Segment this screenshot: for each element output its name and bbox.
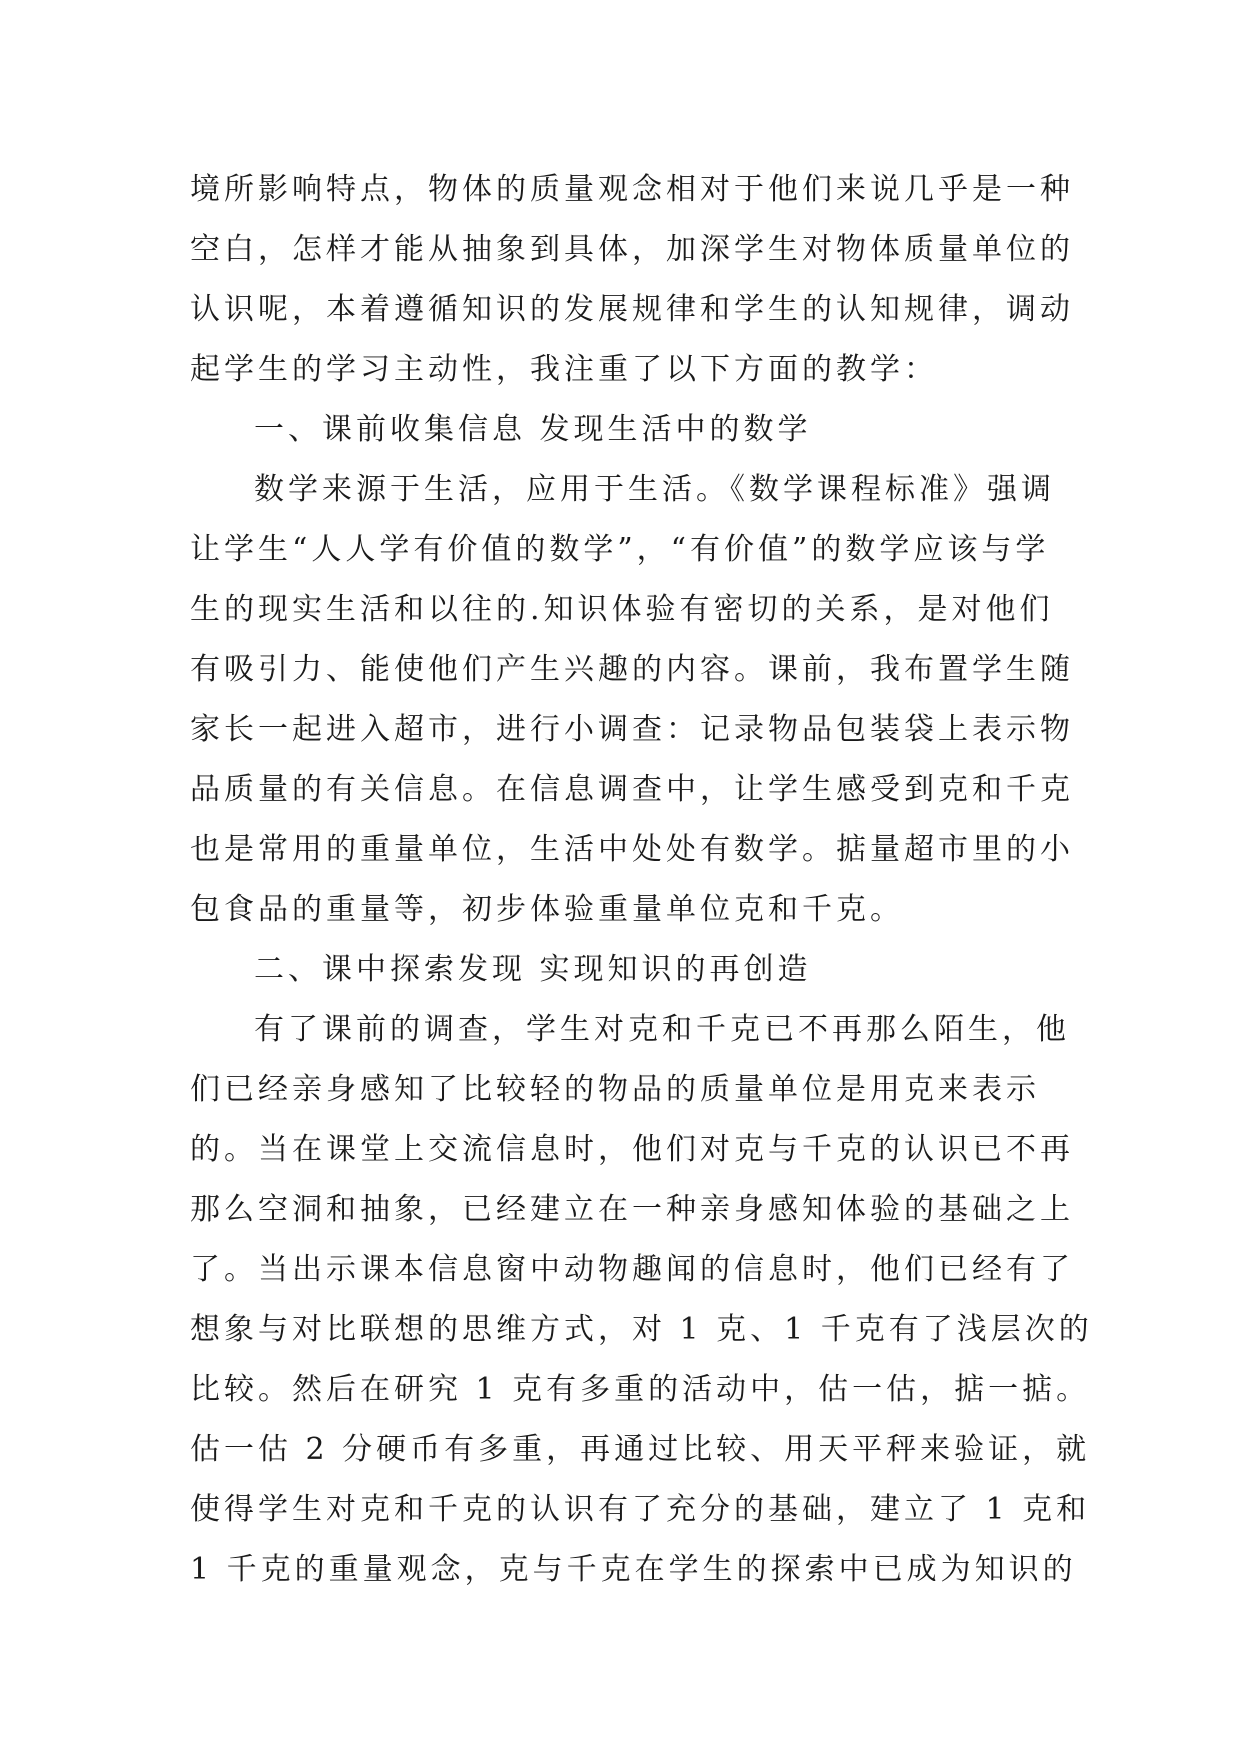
paragraph-line: 们已经亲身感知了比较轻的物品的质量单位是用克来表示: [190, 1072, 1040, 1107]
paragraph-line: 家长一起进入超市，进行小调查：记录物品包装袋上表示物: [190, 712, 1074, 747]
paragraph-line: 境所影响特点，物体的质量观念相对于他们来说几乎是一种: [190, 172, 1074, 207]
paragraph-line: 品质量的有关信息。在信息调查中，让学生感受到克和千克: [190, 772, 1074, 807]
paragraph-line: 也是常用的重量单位，生活中处处有数学。掂量超市里的小: [190, 832, 1074, 867]
paragraph-line: 空白，怎样才能从抽象到具体，加深学生对物体质量单位的: [190, 232, 1074, 267]
section-heading-2: 二、课中探索发现 实现知识的再创造: [254, 952, 812, 987]
paragraph-line: 想象与对比联想的思维方式，对 1 克、1 千克有了浅层次的: [190, 1312, 1093, 1347]
paragraph-line: 生的现实生活和以往的.知识体验有密切的关系，是对他们: [190, 592, 1054, 627]
paragraph-line: 起学生的学习主动性，我注重了以下方面的教学：: [190, 352, 938, 387]
paragraph-line: 数学来源于生活，应用于生活。《数学课程标准》强调: [254, 472, 1055, 507]
paragraph-line: 有吸引力、能使他们产生兴趣的内容。课前，我布置学生随: [190, 652, 1074, 687]
section-heading-1: 一、课前收集信息 发现生活中的数学: [254, 412, 812, 447]
paragraph-line: 的。当在课堂上交流信息时，他们对克与千克的认识已不再: [190, 1132, 1074, 1167]
paragraph-line: 有了课前的调查，学生对克和千克已不再那么陌生，他: [254, 1012, 1070, 1047]
paragraph-line: 包食品的重量等，初步体验重量单位克和千克。: [190, 892, 904, 927]
paragraph-line: 估一估 2 分硬币有多重，再通过比较、用天平秤来验证，就: [190, 1432, 1091, 1467]
document-body: [190, 160, 1093, 1600]
paragraph-line: 使得学生对克和千克的认识有了充分的基础，建立了 1 克和: [190, 1492, 1091, 1527]
paragraph-line: 比较。然后在研究 1 克有多重的活动中，估一估，掂一掂。: [190, 1372, 1091, 1407]
paragraph-line: 那么空洞和抽象，已经建立在一种亲身感知体验的基础之上: [190, 1192, 1074, 1227]
paragraph-line: 了。当出示课本信息窗中动物趣闻的信息时，他们已经有了: [190, 1252, 1074, 1287]
paragraph-line: 让学生“人人学有价值的数学”，“有价值”的数学应该与学: [190, 532, 1050, 567]
paragraph-line: 1 千克的重量观念，克与千克在学生的探索中已成为知识的: [190, 1552, 1077, 1587]
paragraph-line: 认识呢，本着遵循知识的发展规律和学生的认知规律，调动: [190, 292, 1074, 327]
